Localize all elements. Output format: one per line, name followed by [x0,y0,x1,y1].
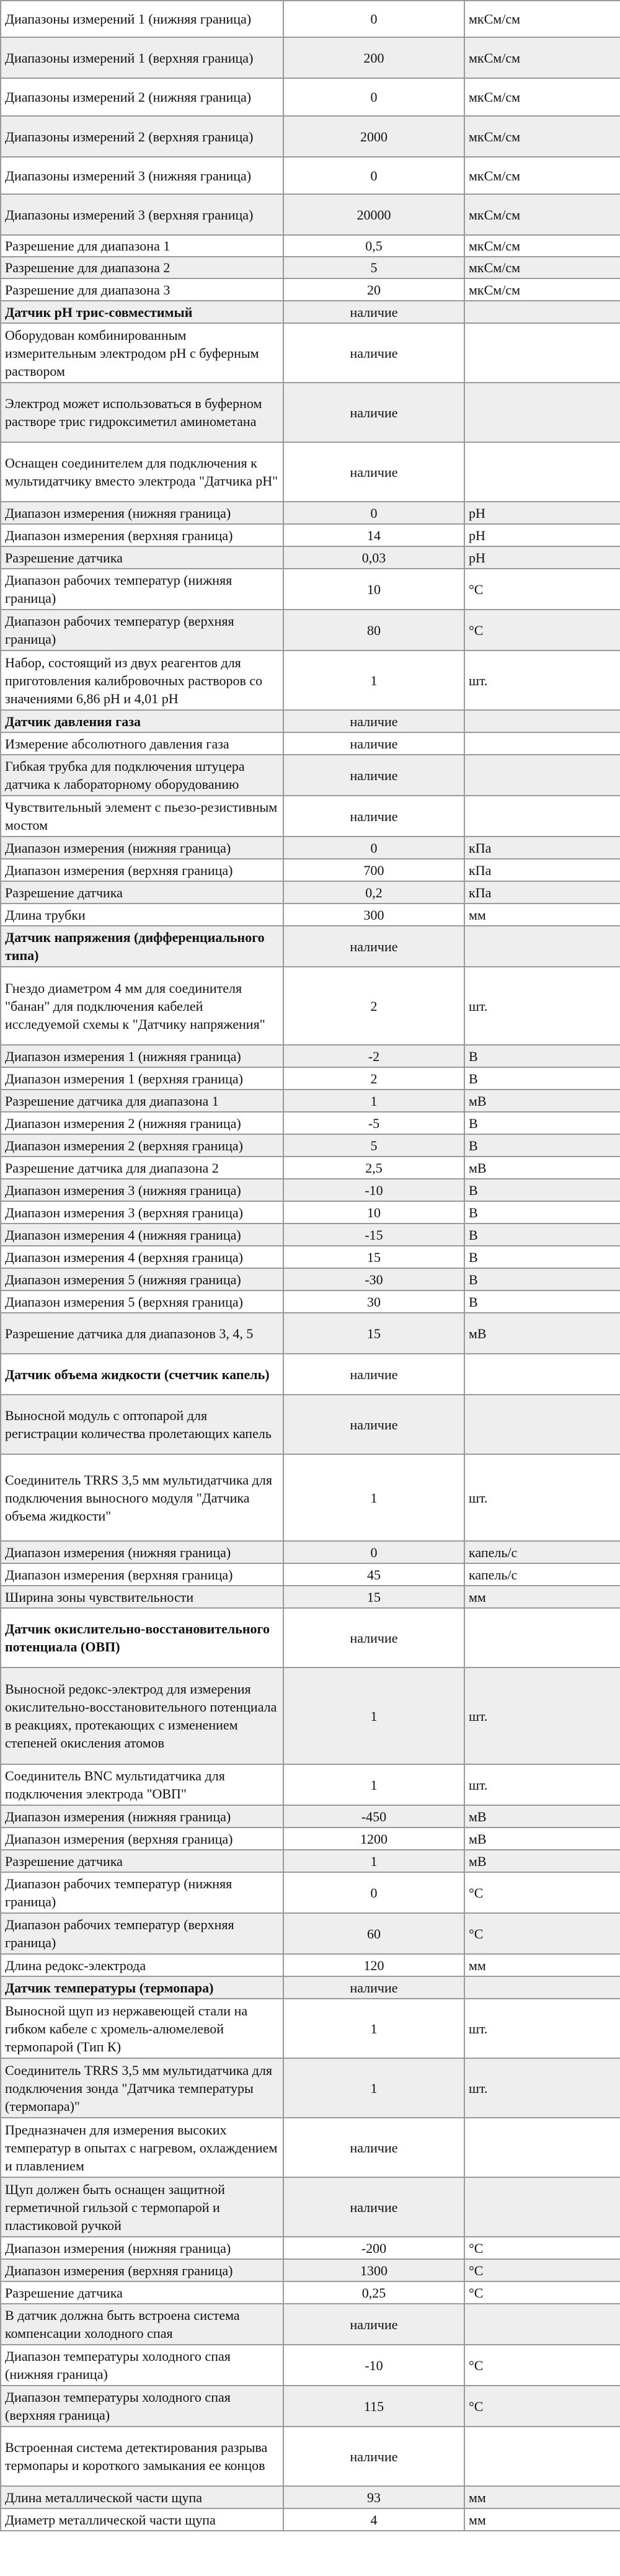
param-unit-cell: шт. [464,1999,620,2058]
param-name-cell: Датчик температуры (термопара) [1,1976,283,1999]
param-name-cell: Датчик объема жидкости (счетчик капель) [1,1354,283,1395]
table-row [1,502,620,524]
param-unit-cell: капель/с [464,1541,620,1563]
param-value-cell: 5 [283,257,464,278]
param-value-cell: наличие [283,1395,464,1454]
param-name-cell: Гибкая трубка для подключения штуцера датчика к лабораторному оборудованию [1,755,283,796]
param-unit-cell: шт. [464,1668,620,1764]
param-unit-cell: °С [464,2259,620,2281]
param-name-cell: Набор, состоящий из двух реагентов для приготовления калибровочных растворов со значениями 6,86 pH и 4,01 pH [1,651,283,710]
table-row [1,1999,620,2058]
param-value-cell: 1300 [283,2259,464,2281]
table-row [1,524,620,546]
table-row [1,1067,620,1090]
param-unit-cell: шт. [464,1454,620,1541]
param-value-cell: наличие [283,2177,464,2237]
param-name-cell: Диапазон измерения 5 (нижняя граница) [1,1268,283,1290]
param-unit-cell: мВ [464,1313,620,1354]
param-name-cell: Выносной модуль с оптопарой для регистрации количества пролетающих капель [1,1395,283,1454]
param-value-cell: 20 [283,278,464,301]
param-unit-cell [464,710,620,732]
param-name-cell: Соединитель TRRS 3,5 мм мультидатчика для подключения зонда "Датчика температуры (термопара)" [1,2058,283,2118]
param-unit-cell: мкСм/см [464,194,620,235]
param-unit-cell: °С [464,2281,620,2304]
param-name-cell: Разрешение датчика для диапазона 1 [1,1090,283,1112]
table-row [1,1201,620,1224]
table-row [1,610,620,651]
param-name-cell: Диапазоны измерений 3 (нижняя граница) [1,157,283,194]
param-unit-cell [464,732,620,755]
param-name-cell: Диапазоны измерений 1 (нижняя граница) [1,1,283,37]
param-value-cell: -30 [283,1268,464,1290]
param-name-cell: Диаметр металлической части щупа [1,2508,283,2531]
table-row [1,383,620,442]
param-unit-cell: В [464,1112,620,1134]
param-name-cell: Длина трубки [1,904,283,926]
param-unit-cell [464,2177,620,2237]
param-value-cell: 700 [283,859,464,881]
table-row [1,2386,620,2427]
table-row [1,235,620,257]
param-value-cell: 5 [283,1134,464,1157]
param-name-cell: Диапазон измерения 3 (нижняя граница) [1,1179,283,1201]
param-name-cell: Диапазон измерения 1 (верхняя граница) [1,1067,283,1090]
table-row [1,1764,620,1805]
param-value-cell: 20000 [283,194,464,235]
param-name-cell: Разрешение для диапазона 1 [1,235,283,257]
table-row [1,1090,620,1112]
param-unit-cell: мВ [464,1828,620,1850]
param-name-cell: Диапазоны измерений 3 (верхняя граница) [1,194,283,235]
param-unit-cell [464,2304,620,2345]
param-unit-cell: шт. [464,967,620,1045]
param-value-cell: 200 [283,37,464,78]
param-unit-cell [464,2427,620,2486]
table-row [1,1246,620,1268]
param-name-cell: Диапазон измерения (нижняя граница) [1,502,283,524]
table-row [1,2304,620,2345]
param-name-cell: Соединитель BNC мультидатчика для подключения электрода "ОВП" [1,1764,283,1805]
param-name-cell: Разрешение датчика [1,881,283,904]
param-name-cell: Разрешение датчика [1,1850,283,1872]
spec-table-body [1,1,620,2531]
param-unit-cell: мкСм/см [464,37,620,78]
param-value-cell: -5 [283,1112,464,1134]
param-name-cell: Диапазон измерения 3 (верхняя граница) [1,1201,283,1224]
param-unit-cell: pH [464,524,620,546]
param-unit-cell: шт. [464,1764,620,1805]
param-name-cell: Датчик напряжения (дифференциального типа) [1,926,283,967]
param-value-cell: 80 [283,610,464,651]
param-value-cell: наличие [283,383,464,442]
param-name-cell: Разрешение для диапазона 3 [1,278,283,301]
param-value-cell: наличие [283,1354,464,1395]
param-name-cell: Диапазон измерения (нижняя граница) [1,837,283,859]
param-value-cell: 1 [283,1764,464,1805]
param-value-cell: 2000 [283,116,464,157]
table-row [1,116,620,157]
param-unit-cell: °С [464,1872,620,1913]
param-value-cell: 115 [283,2386,464,2427]
param-value-cell: наличие [283,732,464,755]
param-name-cell: Диапазон измерения 5 (верхняя граница) [1,1290,283,1313]
param-unit-cell [464,442,620,502]
param-name-cell: Диапазон измерения (верхняя граница) [1,524,283,546]
param-name-cell: Диапазоны измерений 2 (верхняя граница) [1,116,283,157]
param-unit-cell [464,926,620,967]
param-unit-cell: В [464,1134,620,1157]
table-row [1,2058,620,2118]
table-row [1,157,620,194]
param-value-cell: 2 [283,967,464,1045]
table-row [1,710,620,732]
table-row [1,1224,620,1246]
table-row [1,1913,620,1954]
table-row [1,1268,620,1290]
param-unit-cell: мкСм/см [464,235,620,257]
table-row [1,1395,620,1454]
param-name-cell: Электрод может использоваться в буферном растворе трис гидроксиметил аминометана [1,383,283,442]
param-value-cell: -450 [283,1805,464,1828]
table-row [1,2281,620,2304]
param-name-cell: Разрешение датчика для диапазона 2 [1,1157,283,1179]
param-value-cell: наличие [283,755,464,796]
param-value-cell: 0,25 [283,2281,464,2304]
table-row [1,569,620,610]
param-value-cell: 15 [283,1313,464,1354]
param-value-cell: -2 [283,1045,464,1067]
table-row [1,1805,620,1828]
param-name-cell: Соединитель TRRS 3,5 мм мультидатчика для подключения выносного модуля "Датчика объема жидкости" [1,1454,283,1541]
param-value-cell: 0 [283,78,464,116]
param-name-cell: Чувствительный элемент с пьезо-резистивным мостом [1,796,283,837]
param-value-cell: наличие [283,1608,464,1668]
param-unit-cell [464,1354,620,1395]
table-row [1,1134,620,1157]
param-value-cell: 10 [283,1201,464,1224]
param-unit-cell: pH [464,502,620,524]
param-value-cell: 30 [283,1290,464,1313]
param-unit-cell: мкСм/см [464,278,620,301]
param-name-cell: Диапазон измерения (верхняя граница) [1,1563,283,1586]
table-row [1,2118,620,2177]
param-value-cell: -10 [283,1179,464,1201]
table-row [1,837,620,859]
param-name-cell: Измерение абсолютного давления газа [1,732,283,755]
param-value-cell: 4 [283,2508,464,2531]
param-name-cell: Диапазон измерения (нижняя граница) [1,2237,283,2259]
param-value-cell: 0 [283,502,464,524]
param-name-cell: Диапазоны измерений 2 (нижняя граница) [1,78,283,116]
param-unit-cell: мВ [464,1157,620,1179]
table-row [1,1976,620,1999]
table-row [1,1290,620,1313]
table-row [1,2427,620,2486]
param-value-cell: 2 [283,1067,464,1090]
param-unit-cell [464,1395,620,1454]
param-value-cell: 1 [283,1850,464,1872]
param-name-cell: Диапазон измерения 2 (верхняя граница) [1,1134,283,1157]
table-row [1,859,620,881]
table-row [1,2259,620,2281]
param-name-cell: Ширина зоны чувствительности [1,1586,283,1608]
table-row [1,1541,620,1563]
param-value-cell: 1 [283,1090,464,1112]
param-value-cell: 1 [283,651,464,710]
param-value-cell: наличие [283,926,464,967]
table-row [1,2508,620,2531]
param-name-cell: Предназначен для измерения высоких температур в опытах с нагревом, охлаждением и плавлением [1,2118,283,2177]
param-unit-cell [464,796,620,837]
table-row [1,2177,620,2237]
param-value-cell: 1200 [283,1828,464,1850]
param-name-cell: Диапазон рабочих температур (нижняя граница) [1,1872,283,1913]
param-unit-cell: В [464,1045,620,1067]
param-name-cell: Датчик окислительно-восстановительного потенциала (ОВП) [1,1608,283,1668]
param-unit-cell: мкСм/см [464,1,620,37]
param-unit-cell: В [464,1246,620,1268]
table-row [1,1157,620,1179]
param-name-cell: Диапазон температуры холодного спая (верхняя граница) [1,2386,283,2427]
table-row [1,442,620,502]
table-row [1,967,620,1045]
param-name-cell: Диапазон рабочих температур (нижняя граница) [1,569,283,610]
param-name-cell: Диапазон измерения 1 (нижняя граница) [1,1045,283,1067]
table-row [1,651,620,710]
param-unit-cell: мВ [464,1805,620,1828]
param-value-cell: -10 [283,2345,464,2386]
param-unit-cell: кПа [464,859,620,881]
param-name-cell: Диапазон измерения 4 (верхняя граница) [1,1246,283,1268]
param-value-cell: 0 [283,1,464,37]
param-name-cell: Разрешение датчика [1,2281,283,2304]
param-unit-cell: мм [464,2486,620,2508]
param-unit-cell: °С [464,2386,620,2427]
param-value-cell: 0,03 [283,546,464,569]
param-value-cell: 45 [283,1563,464,1586]
table-row [1,2486,620,2508]
table-row [1,796,620,837]
param-unit-cell: мкСм/см [464,116,620,157]
param-name-cell: Датчик pH трис-совместимый [1,301,283,323]
param-value-cell: наличие [283,2427,464,2486]
table-row [1,78,620,116]
param-unit-cell: мВ [464,1850,620,1872]
param-value-cell: 93 [283,2486,464,2508]
param-value-cell: 1 [283,1454,464,1541]
param-name-cell: Диапазон измерения (верхняя граница) [1,2259,283,2281]
table-row [1,926,620,967]
param-value-cell: -200 [283,2237,464,2259]
param-unit-cell: °С [464,610,620,651]
param-unit-cell: кПа [464,837,620,859]
param-value-cell: 60 [283,1913,464,1954]
param-name-cell: Диапазон измерения (верхняя граница) [1,1828,283,1850]
param-unit-cell [464,323,620,383]
param-unit-cell: мВ [464,1090,620,1112]
param-unit-cell: В [464,1201,620,1224]
param-value-cell: 10 [283,569,464,610]
param-name-cell: Оборудован комбинированным измерительным электродом pH с буферным раствором [1,323,283,383]
table-row [1,1179,620,1201]
param-name-cell: Диапазон рабочих температур (верхняя граница) [1,1913,283,1954]
table-row [1,1313,620,1354]
table-row [1,1454,620,1541]
param-unit-cell [464,301,620,323]
param-value-cell: наличие [283,1976,464,1999]
table-row [1,1563,620,1586]
param-value-cell: наличие [283,301,464,323]
param-name-cell: Разрешение для диапазона 2 [1,257,283,278]
param-name-cell: Диапазон измерения (нижняя граница) [1,1805,283,1828]
param-unit-cell: В [464,1067,620,1090]
param-name-cell: Датчик давления газа [1,710,283,732]
param-value-cell: 15 [283,1246,464,1268]
param-unit-cell: pH [464,546,620,569]
param-name-cell: Разрешение датчика для диапазонов 3, 4, 5 [1,1313,283,1354]
table-row [1,755,620,796]
param-name-cell: Диапазон измерения (нижняя граница) [1,1541,283,1563]
table-row [1,1872,620,1913]
param-unit-cell: мм [464,1586,620,1608]
param-name-cell: Выносной редокс-электрод для измерения окислительно-восстановительного потенциала в реакциях, протекающих с изменением степеней окисления атомов [1,1668,283,1764]
param-value-cell: 1 [283,1999,464,2058]
param-name-cell: Выносной щуп из нержавеющей стали на гибком кабеле с хромель-алюмелевой термопарой (Тип К) [1,1999,283,2058]
table-row [1,1608,620,1668]
param-unit-cell: °С [464,569,620,610]
table-row [1,323,620,383]
table-row [1,1354,620,1395]
param-unit-cell: В [464,1179,620,1201]
param-value-cell: 2,5 [283,1157,464,1179]
param-unit-cell: В [464,1268,620,1290]
param-value-cell: -15 [283,1224,464,1246]
param-value-cell: 1 [283,1668,464,1764]
param-name-cell: Диапазон измерения (верхняя граница) [1,859,283,881]
param-unit-cell: °С [464,2345,620,2386]
param-unit-cell [464,383,620,442]
param-unit-cell: В [464,1290,620,1313]
table-row [1,1586,620,1608]
param-name-cell: Диапазон измерения 2 (нижняя граница) [1,1112,283,1134]
param-unit-cell: капель/с [464,1563,620,1586]
param-unit-cell [464,755,620,796]
param-value-cell: 300 [283,904,464,926]
param-unit-cell: °С [464,1913,620,1954]
table-row [1,1045,620,1067]
table-row [1,278,620,301]
param-unit-cell: кПа [464,881,620,904]
table-row [1,37,620,78]
table-row [1,1112,620,1134]
param-value-cell: 14 [283,524,464,546]
param-value-cell: наличие [283,2304,464,2345]
param-name-cell: Гнездо диаметром 4 мм для соединителя "банан" для подключения кабелей исследуемой схемы к "Датчику напряжения" [1,967,283,1045]
table-row [1,1828,620,1850]
table-row [1,881,620,904]
table-row [1,194,620,235]
param-name-cell: В датчик должна быть встроена система компенсации холодного спая [1,2304,283,2345]
param-name-cell: Встроенная система детектирования разрыва термопары и короткого замыкания ее концов [1,2427,283,2486]
param-value-cell: 0 [283,157,464,194]
param-value-cell: 0 [283,837,464,859]
param-unit-cell [464,2118,620,2177]
param-unit-cell [464,1976,620,1999]
param-name-cell: Длина редокс-электрода [1,1954,283,1976]
table-row [1,1,620,37]
param-unit-cell: °С [464,2237,620,2259]
param-value-cell: 120 [283,1954,464,1976]
param-unit-cell: мм [464,1954,620,1976]
table-row [1,257,620,278]
param-name-cell: Оснащен соединителем для подключения к мультидатчику вместо электрода "Датчика pH" [1,442,283,502]
table-row [1,1954,620,1976]
param-name-cell: Разрешение датчика [1,546,283,569]
param-value-cell: наличие [283,710,464,732]
param-unit-cell: мкСм/см [464,78,620,116]
param-value-cell: 0,2 [283,881,464,904]
table-row [1,2237,620,2259]
table-row [1,904,620,926]
param-unit-cell: мм [464,2508,620,2531]
param-value-cell: наличие [283,323,464,383]
table-row [1,301,620,323]
param-unit-cell: мм [464,904,620,926]
param-name-cell: Диапазон температуры холодного спая (нижняя граница) [1,2345,283,2386]
param-value-cell: наличие [283,442,464,502]
param-value-cell: 15 [283,1586,464,1608]
param-unit-cell: В [464,1224,620,1246]
param-name-cell: Длина металлической части щупа [1,2486,283,2508]
table-row [1,1668,620,1764]
param-unit-cell [464,1608,620,1668]
param-value-cell: наличие [283,796,464,837]
table-row [1,2345,620,2386]
param-unit-cell: шт. [464,651,620,710]
param-unit-cell: шт. [464,2058,620,2118]
param-value-cell: 0 [283,1541,464,1563]
param-name-cell: Щуп должен быть оснащен защитной герметичной гильзой с термопарой и пластиковой ручкой [1,2177,283,2237]
table-row [1,546,620,569]
param-name-cell: Диапазоны измерений 1 (верхняя граница) [1,37,283,78]
param-unit-cell: мкСм/см [464,157,620,194]
param-value-cell: 1 [283,2058,464,2118]
param-unit-cell: мкСм/см [464,257,620,278]
table-row [1,1850,620,1872]
param-name-cell: Диапазон измерения 4 (нижняя граница) [1,1224,283,1246]
param-value-cell: наличие [283,2118,464,2177]
param-value-cell: 0,5 [283,235,464,257]
param-value-cell: 0 [283,1872,464,1913]
param-name-cell: Диапазон рабочих температур (верхняя граница) [1,610,283,651]
table-row [1,732,620,755]
